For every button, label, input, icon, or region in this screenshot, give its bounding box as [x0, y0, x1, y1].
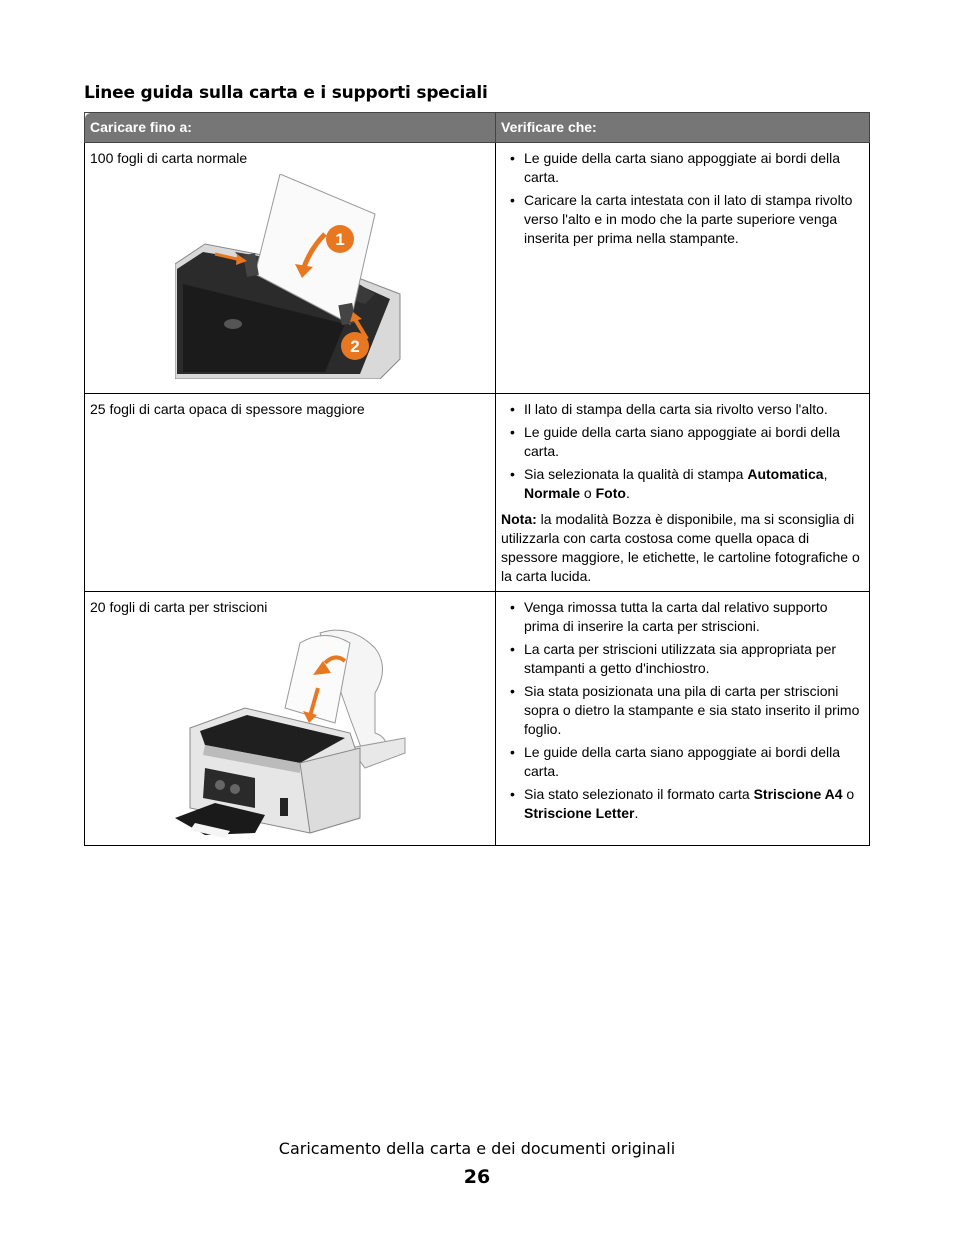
column-header-verify: Verificare che: — [496, 113, 870, 143]
verify-cell — [496, 592, 870, 846]
table-row — [85, 143, 870, 394]
printer-banner-paper-illustration — [175, 623, 415, 838]
chapter-title: Caricamento della carta e dei documenti originali — [278, 1139, 676, 1158]
callout-1: 1 — [335, 230, 345, 249]
callout-2: 2 — [350, 337, 360, 356]
table-row — [85, 592, 870, 846]
bullet-list — [501, 400, 864, 503]
printer-paper-load-illustration — [175, 174, 405, 379]
page-number: 26 — [463, 1166, 491, 1188]
list-item: • Le guide della carta siano appoggiate ai bordi della carta. — [510, 744, 841, 779]
verify-cell — [496, 394, 870, 592]
section-title: Linee guida sulla carta e i supporti speciali — [84, 83, 488, 103]
list-item: • Sia selezionata la qualità di stampa Automatica, Normale o Foto. — [510, 466, 828, 501]
load-text: 25 fogli di carta opaca di spessore maggiore — [90, 401, 365, 417]
table-row — [85, 394, 870, 592]
load-cell — [85, 592, 496, 846]
verify-cell — [496, 143, 870, 394]
list-item: • Le guide della carta siano appoggiate ai bordi della carta. — [510, 150, 841, 185]
column-header-load: Caricare fino a: — [85, 113, 496, 143]
bullet-list — [501, 149, 864, 248]
list-item: • Venga rimossa tutta la carta dal relativo supporto prima di inserire la carta per striscioni. — [510, 599, 828, 634]
load-cell — [85, 394, 496, 592]
list-item: • Sia stato selezionato il formato carta Striscione A4 o Striscione Letter. — [510, 786, 855, 821]
bullet-list — [501, 598, 864, 823]
list-item: • Il lato di stampa della carta sia rivolto verso l'alto. — [510, 401, 828, 417]
load-text: 20 fogli di carta per striscioni — [90, 599, 268, 615]
paper-guidelines-table — [84, 112, 870, 846]
list-item: • Le guide della carta siano appoggiate ai bordi della carta. — [510, 424, 841, 459]
list-item: • Sia stata posizionata una pila di carta per striscioni sopra o dietro la stampante e sia stato inserito il primo foglio. — [510, 683, 860, 737]
load-cell — [85, 143, 496, 394]
list-item: • Caricare la carta intestata con il lato di stampa rivolto verso l'alto e in modo che la parte superiore venga inserita per prima nella stampante. — [510, 192, 853, 246]
table-header-row — [85, 113, 870, 143]
load-text: 100 fogli di carta normale — [90, 150, 248, 166]
list-item: • La carta per striscioni utilizzata sia appropriata per stampanti a getto d'inchiostro. — [510, 641, 837, 676]
note-paragraph: Nota: la modalità Bozza è disponibile, ma si sconsiglia di utilizzarla con carta costosa come quella opaca di spessore maggiore, le etichette, le cartoline fotografiche o la carta lucida. — [501, 511, 860, 584]
